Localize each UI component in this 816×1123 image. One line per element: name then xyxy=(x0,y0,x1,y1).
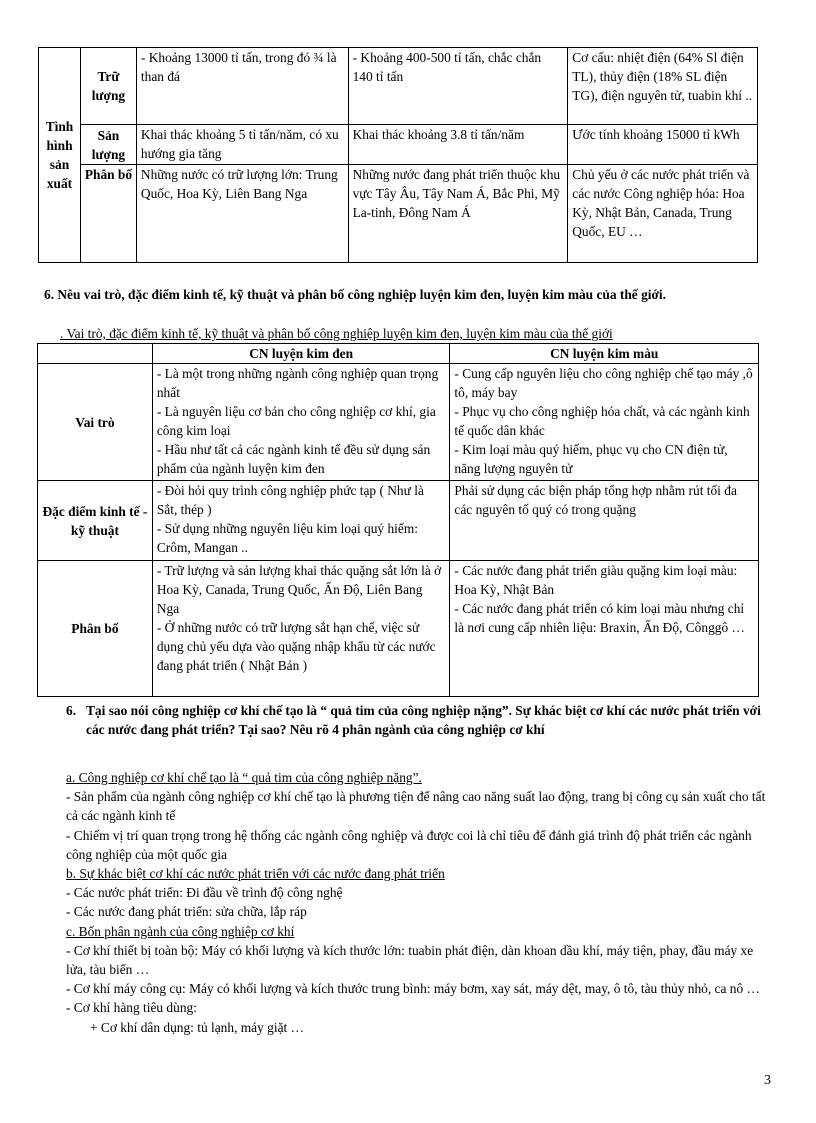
answer-line: - Các nước phát triển: Đi đầu về trình độ công nghệ xyxy=(66,885,343,901)
answer-subline: + Cơ khí dân dụng: tủ lạnh, máy giặt … xyxy=(90,1019,304,1035)
cell-line: - Các nước đang phát triển giàu quặng kim loại màu: Hoa Kỳ, Nhật Bản xyxy=(454,563,738,597)
cell-line: - Là một trong những ngành công nghiệp quan trọng nhất xyxy=(156,366,439,400)
cell-line: - Phục vụ cho công nghiệp hóa chất, và các ngành kinh tế quốc dân khác xyxy=(454,404,750,438)
table-cell: Khai thác khoảng 5 tỉ tấn/năm, có xu hướng gia tăng xyxy=(136,125,348,165)
table-cell: - Khoảng 13000 tỉ tấn, trong đó ¾ là than đá xyxy=(136,48,348,125)
subsection-title: c. Bốn phân ngành của công nghiệp cơ khí xyxy=(66,923,295,939)
table-cell xyxy=(450,561,759,697)
cell-line: Phải sử dụng các biện pháp tổng hợp nhằm rút tối đa các nguyên tố quý có trong quặng xyxy=(454,483,737,517)
header-cell: CN luyện kim đen xyxy=(152,344,450,364)
cell-line: - Đòi hỏi quy trình công nghiệp phức tạp ( Như là Sắt, thép ) xyxy=(156,483,424,517)
answer-line: - Cơ khí hàng tiêu dùng: xyxy=(66,1000,197,1016)
metallurgy-table xyxy=(37,343,759,697)
table-cell: Cơ cấu: nhiệt điện (64% Sl điện TL), thủy điện (18% SL điện TG), điện nguyên tử, tuabin khí .. xyxy=(568,48,758,125)
row-label: Phân bố xyxy=(80,165,136,263)
table-row xyxy=(38,561,759,697)
subsection-title: b. Sự khác biệt cơ khí các nước phát triển với các nước đang phát triển xyxy=(66,866,445,882)
table-cell: Chủ yếu ở các nước phát triển và các nước Công nghiệp hóa: Hoa Kỳ, Nhật Bản, Canada, Trung Quốc, EU … xyxy=(568,165,758,263)
question-number: 6. xyxy=(66,703,77,718)
cell-line: - Sử dụng những nguyên liệu kim loại quý hiếm: Crôm, Mangan .. xyxy=(156,521,418,555)
answer-line: - Chiếm vị trí quan trọng trong hệ thống các ngành công nghiệp và được coi là chỉ tiêu để đánh giá trình độ phát triển các ngành công nghiệp của một quốc gia xyxy=(66,827,752,862)
table-cell xyxy=(450,364,759,481)
table-caption: . Vai trò, đặc điểm kinh tế, kỹ thuật và phân bố công nghiệp luyện kim đen, luyện kim màu của thế giới xyxy=(60,326,613,341)
answer-line: - Cơ khí máy công cụ: Máy có khối lượng và kích thước trung bình: máy bơm, xay sát, máy dệt, may, ô tô, tàu thủy nhỏ, ca nô … xyxy=(66,981,760,997)
table-cell: Khai thác khoảng 3.8 tỉ tấn/năm xyxy=(348,125,568,165)
table-cell: - Khoảng 400-500 tỉ tấn, chắc chắn 140 tỉ tấn xyxy=(348,48,568,125)
answer-section xyxy=(66,768,766,1037)
cell-line: - Các nước đang phát triển có kim loại màu nhưng chỉ là nơi cung cấp nhiên liệu: Braxin, Ấn Độ, Cônggô … xyxy=(454,601,745,635)
header-cell: CN luyện kim màu xyxy=(450,344,759,364)
table-cell xyxy=(152,481,450,561)
cell-line: - Trữ lượng và sản lượng khai thác quặng sắt lớn là ở Hoa Kỳ, Canada, Trung Quốc, Ấn Độ, Liên Bang Nga xyxy=(156,563,442,616)
cell-line: - Ở những nước có trữ lượng sắt hạn chế, việc sử dụng chủ yếu dựa vào quặng nhập khẩu từ các nước đang phát triển ( Nhật Bản ) xyxy=(156,620,436,673)
table-row xyxy=(38,364,759,481)
table-row xyxy=(39,165,758,263)
page-number: 3 xyxy=(764,1073,771,1088)
table-cell: Những nước đang phát triển thuộc khu vực Tây Âu, Tây Nam Á, Bắc Phi, Mỹ La-tinh, Đông Nam Á xyxy=(348,165,568,263)
row-label: Vai trò xyxy=(38,364,153,481)
group-label: Tình hình sản xuất xyxy=(39,48,81,263)
table-cell xyxy=(152,561,450,697)
table-cell: Những nước có trữ lượng lớn: Trung Quốc, Hoa Kỳ, Liên Bang Nga xyxy=(136,165,348,263)
row-label: Phân bố xyxy=(38,561,153,697)
answer-line: - Các nước đang phát triển: sửa chữa, lắp ráp xyxy=(66,904,307,920)
table-cell: Ước tính khoảng 15000 tỉ kWh xyxy=(568,125,758,165)
cell-line: - Là nguyên liệu cơ bản cho công nghiệp cơ khí, gia công kim loại xyxy=(156,404,436,438)
answer-line: - Sản phẩm của ngành công nghiệp cơ khí chế tạo là phương tiện để nâng cao năng suất lao động, trang bị công cụ sản xuất cho tất cả các ngành kinh tế xyxy=(66,789,766,824)
question-heading xyxy=(66,701,766,739)
answer-line: - Cơ khí thiết bị toàn bộ: Máy có khối lượng và kích thước lớn: tuabin phát điện, dàn khoan dầu khí, máy tiện, phay, đầu máy xe lửa, tàu biển … xyxy=(66,942,754,978)
table-row xyxy=(39,48,758,125)
question-text: Tại sao nói công nghiệp cơ khí chế tạo là “ quả tim của công nghiệp nặng”. Sự khác biệt cơ khí các nước phát triển với các nước đang phát triển? Tại sao? Nêu rõ 4 phân ngành của công nghiệp cơ khí xyxy=(86,703,761,737)
row-label: Đặc điểm kinh tế - kỹ thuật xyxy=(38,481,153,561)
production-table xyxy=(38,47,758,263)
table-cell xyxy=(152,364,450,481)
question-heading: 6. Nêu vai trò, đặc điểm kinh tế, kỹ thuật và phân bố công nghiệp luyện kim đen, luyện kim màu của thế giới. xyxy=(44,287,666,302)
table-row xyxy=(39,125,758,165)
cell-line: - Hầu như tất cả các ngành kinh tế đều sử dụng sản phẩm của ngành luyện kim đen xyxy=(156,442,431,476)
row-label: Sản lượng xyxy=(80,125,136,165)
subsection-title: a. Công nghiệp cơ khí chế tạo là “ quả tim của công nghiệp nặng”. xyxy=(66,770,422,785)
cell-line: - Cung cấp nguyên liệu cho công nghiệp chế tạo máy ,ô tô, máy bay xyxy=(454,366,753,400)
table-header-row xyxy=(38,344,759,364)
table-cell xyxy=(450,481,759,561)
table-row xyxy=(38,481,759,561)
header-cell xyxy=(38,344,153,364)
cell-line: - Kim loại màu quý hiếm, phục vụ cho CN điện tử, năng lượng nguyên tử xyxy=(454,442,728,476)
row-label: Trữ lượng xyxy=(80,48,136,125)
